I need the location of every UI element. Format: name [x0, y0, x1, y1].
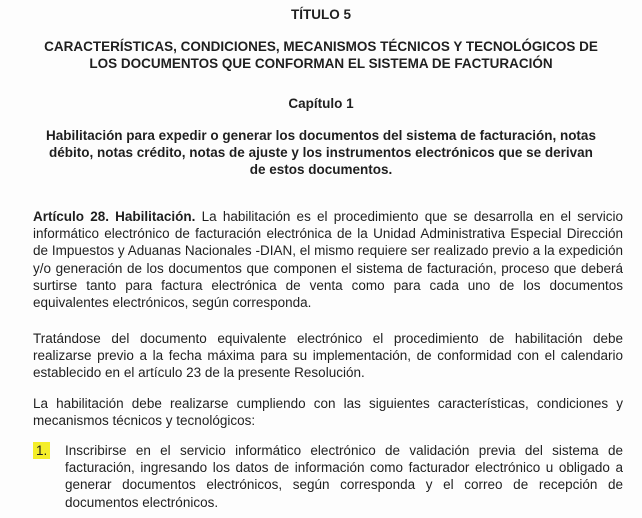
article-28-paragraph	[33, 208, 623, 311]
paragraph-requirements-intro: La habilitación debe realizarse cumpliendo con las siguientes características, condiciones y mecanismos técnicos y tecnológicos:	[33, 396, 623, 429]
article-label: Artículo 28. Habilitación.	[33, 209, 196, 224]
paragraph-equivalent-document: Tratándose del documento equivalente electrónico el procedimiento de habilitación debe realizarse previo a la fecha máxima para su implementación, de conformidad con el calendario establecido en el artículo 23 de la presente Resolución.	[33, 331, 623, 381]
title-subtitle: CARACTERÍSTICAS, CONDICIONES, MECANISMOS TÉCNICOS Y TECNOLÓGICOS DE LOS DOCUMENTOS QUE CONFORMAN EL SISTEMA DE FACTURACIÓN	[44, 39, 598, 71]
list-number-highlighted: 1.	[33, 442, 50, 459]
list-item-text: Inscribirse en el servicio informático electrónico de validación previa del sistema de facturación, ingresando los datos de información como facturador electrónico u obligado a generar documentos electrónicos, según corresponda y el correo de recepción de documentos electrónicos.	[65, 443, 623, 510]
title-number: TÍTULO 5	[291, 7, 351, 22]
chapter-description: Habilitación para expedir o generar los documentos del sistema de facturación, notas débito, notas crédito, notas de ajuste y los instrumentos electrónicos que se derivan de estos documentos.	[46, 128, 596, 177]
chapter-heading: Capítulo 1	[288, 96, 354, 111]
article-text: La habilitación es el procedimiento que se desarrolla en el servicio informático electrónico de facturación electrónica de la Unidad Administrativa Especial Dirección de Impuestos y Aduanas Nacionales -DIAN, el mismo requiere ser realizado previo a la expedición y/o generación de los documentos que componen el sistema de facturación, proceso que deberá surtirse tanto para factura electrónica de venta como para cada uno de los documentos equivalentes electrónicos, según corresponda.	[33, 209, 624, 311]
list-item	[33, 442, 623, 511]
